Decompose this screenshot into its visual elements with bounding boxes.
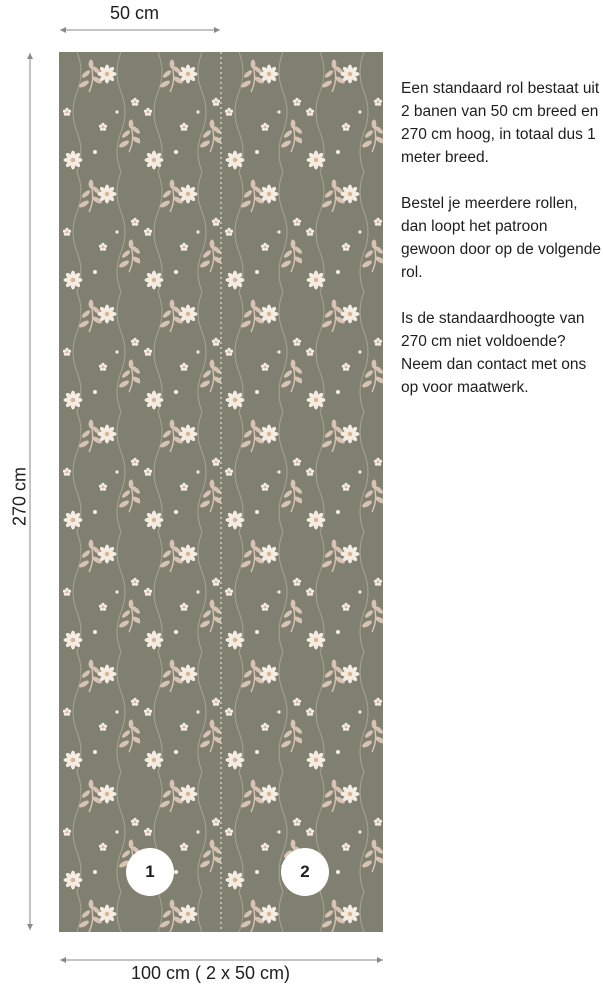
height-arrow-top [27, 53, 33, 59]
height-arrow-bottom [27, 924, 33, 930]
total-width-arrow-right [377, 957, 383, 963]
info-text [401, 77, 601, 422]
info-paragraph-3: Is de standaardhoogte van 270 cm niet voldoende? Neem dan contact met ons op voor maatwerk. [401, 310, 587, 396]
info-paragraph-2: Bestel je meerdere rollen, dan loopt het patroon gewoon door op de volgende rol. [401, 195, 601, 281]
width-label: 50 cm [110, 3, 160, 23]
total-width-arrow-left [60, 957, 66, 963]
floral-pattern [59, 52, 383, 932]
width-arrow-right [214, 27, 220, 33]
info-paragraph-1: Een standaard rol bestaat uit 2 banen van 50 cm breed en 270 cm hoog, in totaal dus 1 meter breed. [401, 80, 600, 166]
panel-number-2: 2 [281, 848, 329, 896]
width-arrow-left [60, 27, 66, 33]
height-label: 270 cm [9, 466, 30, 527]
total-width-label: 100 cm ( 2 x 50 cm) [131, 963, 291, 983]
wallpaper-preview [59, 52, 383, 932]
panel-number-1: 1 [126, 848, 174, 896]
